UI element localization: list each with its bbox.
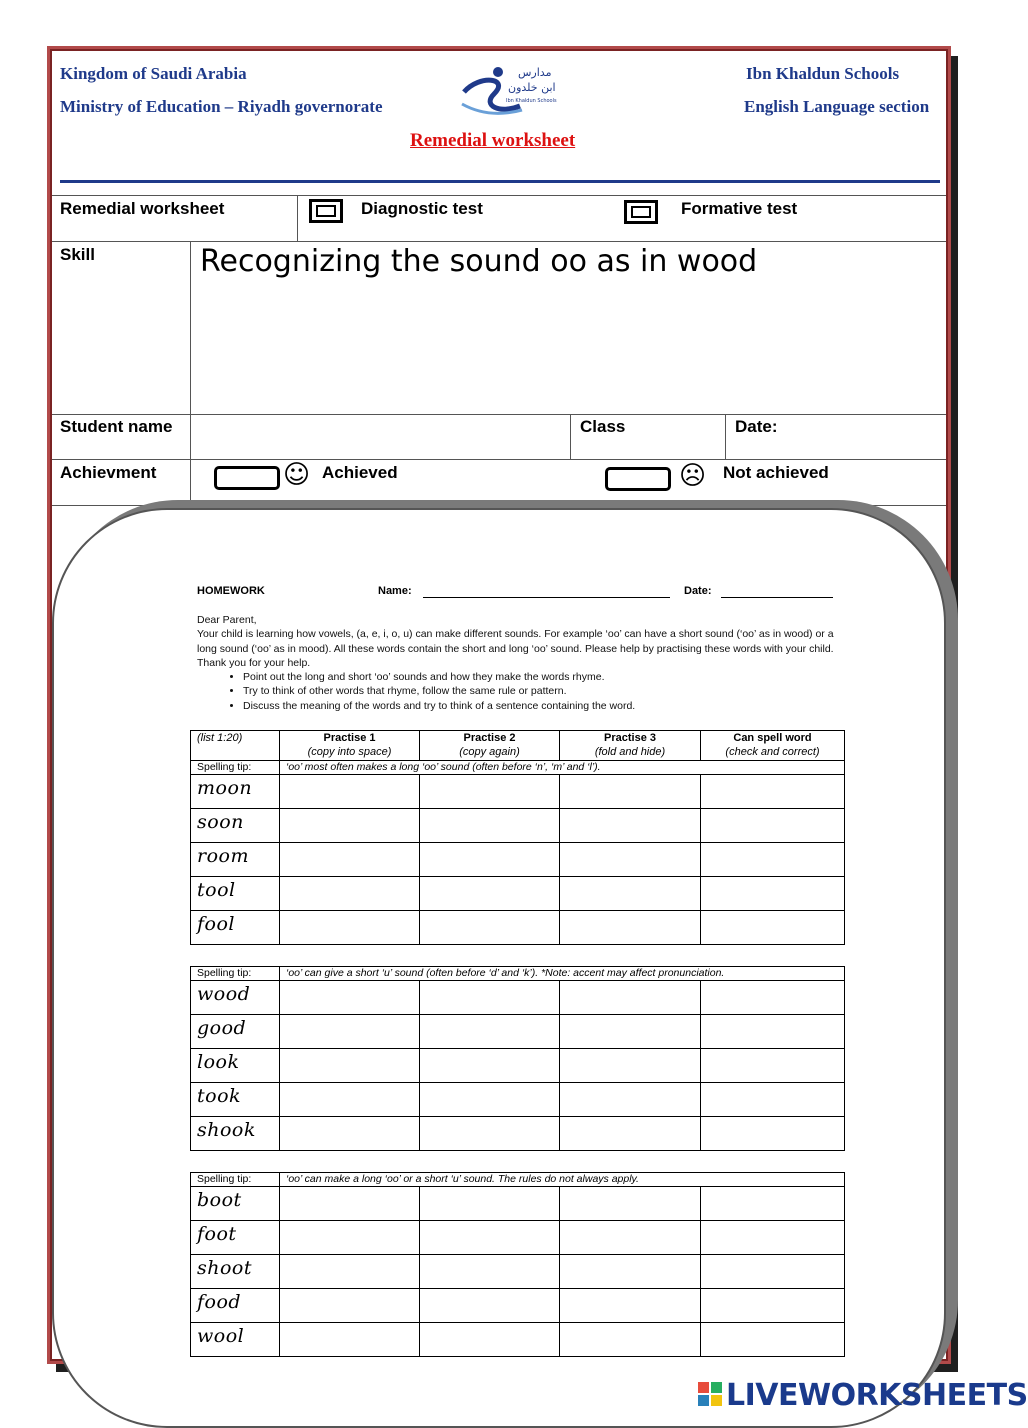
grid-line [190, 241, 191, 505]
word-row [191, 1083, 845, 1117]
word-cell: boot [191, 1187, 280, 1221]
practise-cell[interactable] [280, 1221, 420, 1255]
practise-cell[interactable] [560, 809, 701, 843]
practise-cell[interactable] [560, 775, 701, 809]
practise-cell[interactable] [560, 981, 701, 1015]
not-achieved-checkbox[interactable] [605, 467, 671, 491]
class-label: Class [580, 417, 626, 436]
practise-cell[interactable] [420, 1323, 560, 1357]
spell-check-cell[interactable] [701, 1117, 845, 1151]
spelling-tip: ‘oo’ can give a short ‘u’ sound (often before ‘d’ and ‘k’). *Note: accent may affect pronunciation. [280, 967, 845, 981]
word-cell: fool [191, 911, 280, 945]
header-section: English Language section [744, 97, 930, 116]
word-row [191, 877, 845, 911]
diagnostic-test-label: Diagnostic test [361, 199, 483, 218]
grid-line [570, 414, 571, 459]
spelling-tip-row [191, 1173, 845, 1187]
diagnostic-test-checkbox[interactable] [309, 199, 343, 223]
practise-cell[interactable] [280, 1015, 420, 1049]
practise-cell[interactable] [420, 1187, 560, 1221]
header-divider [60, 180, 940, 183]
letter-greeting: Dear Parent, [197, 614, 257, 626]
spell-check-cell[interactable] [701, 1049, 845, 1083]
school-logo [460, 64, 557, 118]
practise3-header: Practise 3 (fold and hide) [560, 731, 701, 761]
practise-cell[interactable] [560, 877, 701, 911]
spell-check-cell[interactable] [701, 877, 845, 911]
spelling-table-1 [190, 730, 845, 945]
practise-cell[interactable] [420, 911, 560, 945]
practise-cell[interactable] [420, 877, 560, 911]
practise-cell[interactable] [280, 1049, 420, 1083]
spell-check-cell[interactable] [701, 775, 845, 809]
liveworksheets-logo-icon [698, 1382, 722, 1406]
practise-cell[interactable] [280, 1117, 420, 1151]
letter-intro: Your child is learning how vowels, (a, e, i, o, u) can make different sounds. For example ‘oo’ can have a short sound (‘oo’ as in wood) or a long sound (‘oo’ as in mood). All these words contain the short and long ‘oo’ sound. Please help by practising these words with your child. Thank you for your help. [197, 628, 834, 669]
practise-cell[interactable] [560, 911, 701, 945]
word-row [191, 775, 845, 809]
letter-bullet: • Discuss the meaning of the words and try to think of a sentence containing the word. [243, 699, 837, 713]
logo-text-en: Ibn Khaldun Schools [506, 98, 557, 104]
practise-cell[interactable] [560, 1049, 701, 1083]
skill-value: Recognizing the sound oo as in wood [200, 244, 758, 279]
word-row [191, 1323, 845, 1357]
word-cell: good [191, 1015, 280, 1049]
practise-cell[interactable] [560, 1015, 701, 1049]
spelling-tip: ‘oo’ most often makes a long ‘oo’ sound (often before ‘n’, ‘m’ and ‘l’). [280, 761, 845, 775]
practise-cell[interactable] [280, 1323, 420, 1357]
achieved-label: Achieved [322, 463, 398, 482]
spell-check-cell[interactable] [701, 809, 845, 843]
header-ministry: Ministry of Education – Riyadh governorate [60, 97, 383, 116]
word-row [191, 1049, 845, 1083]
spell-check-cell[interactable] [701, 1323, 845, 1357]
practise-cell[interactable] [560, 1255, 701, 1289]
word-row [191, 809, 845, 843]
practise-cell[interactable] [280, 1255, 420, 1289]
achievement-label: Achievment [60, 463, 157, 482]
table-header-row [191, 731, 845, 761]
word-row [191, 981, 845, 1015]
spell-check-cell[interactable] [701, 1187, 845, 1221]
practise-cell[interactable] [560, 1083, 701, 1117]
word-row [191, 1221, 845, 1255]
letter-bullet: • Try to think of other words that rhyme, follow the same rule or pattern. [243, 684, 837, 698]
word-cell: took [191, 1083, 280, 1117]
practise-cell[interactable] [280, 1289, 420, 1323]
remedial-worksheet-label: Remedial worksheet [60, 199, 225, 218]
practise-cell[interactable] [560, 1221, 701, 1255]
word-cell: wood [191, 981, 280, 1015]
practise-cell[interactable] [280, 1083, 420, 1117]
word-cell: room [191, 843, 280, 877]
practise-cell[interactable] [560, 1117, 701, 1151]
spell-header: Can spell word (check and correct) [701, 731, 845, 761]
homework-title: HOMEWORK [197, 585, 265, 597]
date-label: Date: [735, 417, 778, 436]
grid-line [52, 414, 946, 415]
header-kingdom: Kingdom of Saudi Arabia [60, 64, 247, 83]
practise-cell[interactable] [280, 809, 420, 843]
word-cell: look [191, 1049, 280, 1083]
spelling-table-2 [190, 966, 845, 1151]
formative-test-checkbox[interactable] [624, 200, 658, 224]
grid-line [52, 459, 946, 460]
frown-icon: ☹ [679, 461, 707, 491]
spelling-tip: ‘oo’ can make a long ‘oo’ or a short ‘u’ sound. The rules do not always apply. [280, 1173, 845, 1187]
grid-line [725, 414, 726, 459]
practise-cell[interactable] [560, 843, 701, 877]
parent-letter [197, 613, 837, 713]
spelling-tip-label: Spelling tip: [191, 1173, 280, 1187]
practise-cell[interactable] [280, 877, 420, 911]
practise-cell[interactable] [420, 1289, 560, 1323]
word-cell: wool [191, 1323, 280, 1357]
grid-line [52, 241, 946, 242]
logo-text-ar1: مدارس [518, 66, 552, 79]
word-row [191, 1289, 845, 1323]
word-row [191, 843, 845, 877]
word-cell: shook [191, 1117, 280, 1151]
practise1-header: Practise 1 (copy into space) [280, 731, 420, 761]
practise-cell[interactable] [560, 1187, 701, 1221]
spell-check-cell[interactable] [701, 1083, 845, 1117]
header-school: Ibn Khaldun Schools [746, 64, 900, 83]
homework-date-label[interactable]: Date: [684, 585, 712, 597]
spelling-tip-row [191, 761, 845, 775]
practise-cell[interactable] [280, 775, 420, 809]
spell-check-cell[interactable] [701, 1255, 845, 1289]
spelling-tip-label: Spelling tip: [191, 967, 280, 981]
word-row [191, 1255, 845, 1289]
list-header: (list 1:20) [191, 731, 280, 761]
grid-line [297, 195, 298, 241]
word-cell: tool [191, 877, 280, 911]
skill-label: Skill [60, 245, 95, 264]
homework-name-label[interactable]: Name: [378, 585, 412, 597]
practise-cell[interactable] [560, 1289, 701, 1323]
formative-test-label: Formative test [681, 199, 798, 218]
logo-text-ar2: ابن خلدون [508, 81, 556, 94]
grid-line [52, 195, 946, 196]
practise-cell[interactable] [280, 981, 420, 1015]
practise-cell[interactable] [280, 911, 420, 945]
homework-date-line [721, 597, 833, 598]
homework-name-line [423, 597, 670, 598]
practise-cell[interactable] [420, 981, 560, 1015]
practise-cell[interactable] [420, 775, 560, 809]
spelling-tip-label: Spelling tip: [191, 761, 280, 775]
page-title: Remedial worksheet [410, 130, 576, 151]
spell-check-cell[interactable] [701, 843, 845, 877]
not-achieved-label: Not achieved [723, 463, 829, 482]
spell-check-cell[interactable] [701, 1221, 845, 1255]
spell-check-cell[interactable] [701, 911, 845, 945]
practise-cell[interactable] [420, 1083, 560, 1117]
practise-cell[interactable] [280, 843, 420, 877]
word-cell: foot [191, 1221, 280, 1255]
letter-bullet: • Point out the long and short ‘oo’ sounds and how they make the words rhyme. [243, 670, 837, 684]
practise-cell[interactable] [420, 1117, 560, 1151]
spell-check-cell[interactable] [701, 981, 845, 1015]
practise-cell[interactable] [420, 1255, 560, 1289]
word-cell: shoot [191, 1255, 280, 1289]
smile-icon: ☺ [283, 460, 311, 490]
practise-cell[interactable] [420, 1221, 560, 1255]
practise-cell[interactable] [420, 809, 560, 843]
word-cell: food [191, 1289, 280, 1323]
student-name-label: Student name [60, 417, 173, 436]
word-row [191, 1187, 845, 1221]
word-row [191, 1117, 845, 1151]
achieved-checkbox[interactable] [214, 466, 280, 490]
word-cell: moon [191, 775, 280, 809]
spell-check-cell[interactable] [701, 1015, 845, 1049]
practise-cell[interactable] [420, 843, 560, 877]
spell-check-cell[interactable] [701, 1289, 845, 1323]
liveworksheets-brand[interactable]: LIVEWORKSHEETS [726, 1378, 1028, 1413]
spelling-tip-row [191, 967, 845, 981]
practise-cell[interactable] [560, 1323, 701, 1357]
practise-cell[interactable] [420, 1015, 560, 1049]
word-row [191, 1015, 845, 1049]
practise-cell[interactable] [280, 1187, 420, 1221]
practise2-header: Practise 2 (copy again) [420, 731, 560, 761]
word-row [191, 911, 845, 945]
word-cell: soon [191, 809, 280, 843]
spelling-table-3 [190, 1172, 845, 1357]
practise-cell[interactable] [420, 1049, 560, 1083]
letter-bullets [197, 670, 837, 713]
